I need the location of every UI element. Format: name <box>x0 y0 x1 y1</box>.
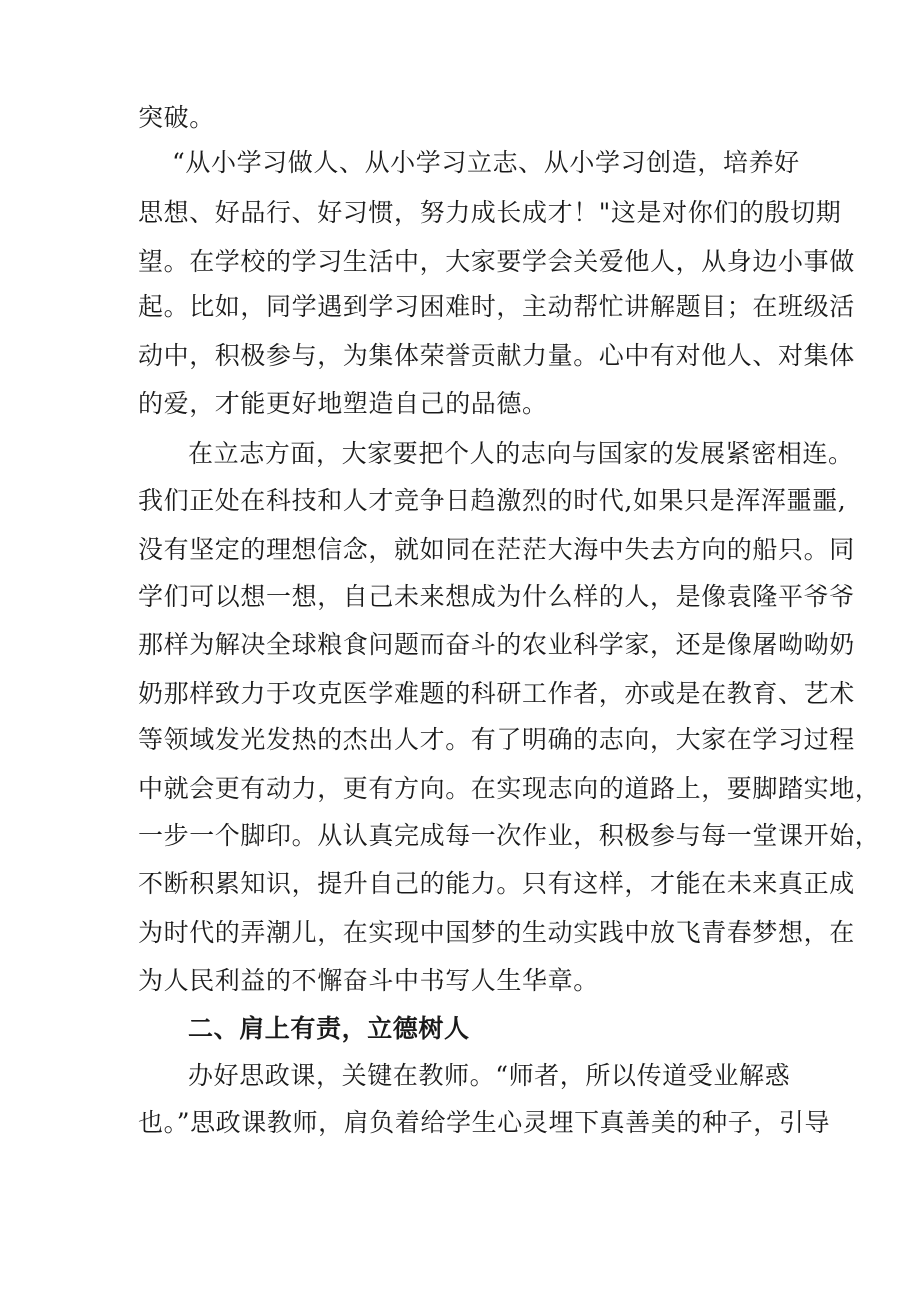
text-line: 那样为解决全球粮食问题而奋斗的农业科学家，还是像屠呦呦奶 <box>138 630 855 659</box>
text-line: 起。比如，同学遇到学习困难时，主动帮忙讲解题目；在班级活 <box>138 292 855 321</box>
text-line: 望。在学校的学习生活中，大家要学会关爱他人，从身边小事做 <box>138 247 855 276</box>
text-line: 为人民利益的不懈奋斗中书写人生华章。 <box>138 966 599 995</box>
section-heading: 二、肩上有责，立德树人 <box>188 1014 470 1043</box>
paragraph-start-line: “从小学习做人、从小学习立志、从小学习创造，培养好 <box>172 148 800 177</box>
text-line: 一步一个脚印。从认真完成每一次作业，积极参与每一堂课开始， <box>138 821 881 850</box>
paragraph-start-line: 办好思政课，关键在教师。“师者，所以传道受业解惑 <box>188 1061 791 1090</box>
text-line: 也。”思政课教师，肩负着给学生心灵埋下真善美的种子，引导 <box>138 1108 831 1137</box>
text-line: 没有坚定的理想信念，就如同在茫茫大海中失去方向的船只。同 <box>138 535 855 564</box>
text-line: 奶那样致力于攻克医学难题的科研工作者，亦或是在教育、艺术 <box>138 679 855 708</box>
text-line: 学们可以想一想，自己未来想成为什么样的人，是像袁隆平爷爷 <box>138 582 855 611</box>
text-line: 不断积累知识，提升自己的能力。只有这样，才能在未来真正成 <box>138 869 855 898</box>
text-line: 中就会更有动力，更有方向。在实现志向的道路上，要脚踏实地， <box>138 774 881 803</box>
text-line: 思想、好品行、好习惯，努力成长成才！"这是对你们的殷切期 <box>138 198 842 227</box>
text-line: 我们正处在科技和人才竞争日趋激烈的时代,如果只是浑浑噩噩, <box>138 486 847 515</box>
text-line: 等领域发光发热的杰出人才。有了明确的志向，大家在学习过程 <box>138 725 855 754</box>
text-line: 为时代的弄潮儿，在实现中国梦的生动实践中放飞青春梦想，在 <box>138 918 855 947</box>
text-line: 的爱，才能更好地塑造自己的品德。 <box>138 389 548 418</box>
text-line: 动中，积极参与，为集体荣誉贡献力量。心中有对他人、对集体 <box>138 341 855 370</box>
paragraph-start-line: 在立志方面，大家要把个人的志向与国家的发展紧密相连。 <box>188 439 854 468</box>
text-line: 突破。 <box>138 103 215 132</box>
